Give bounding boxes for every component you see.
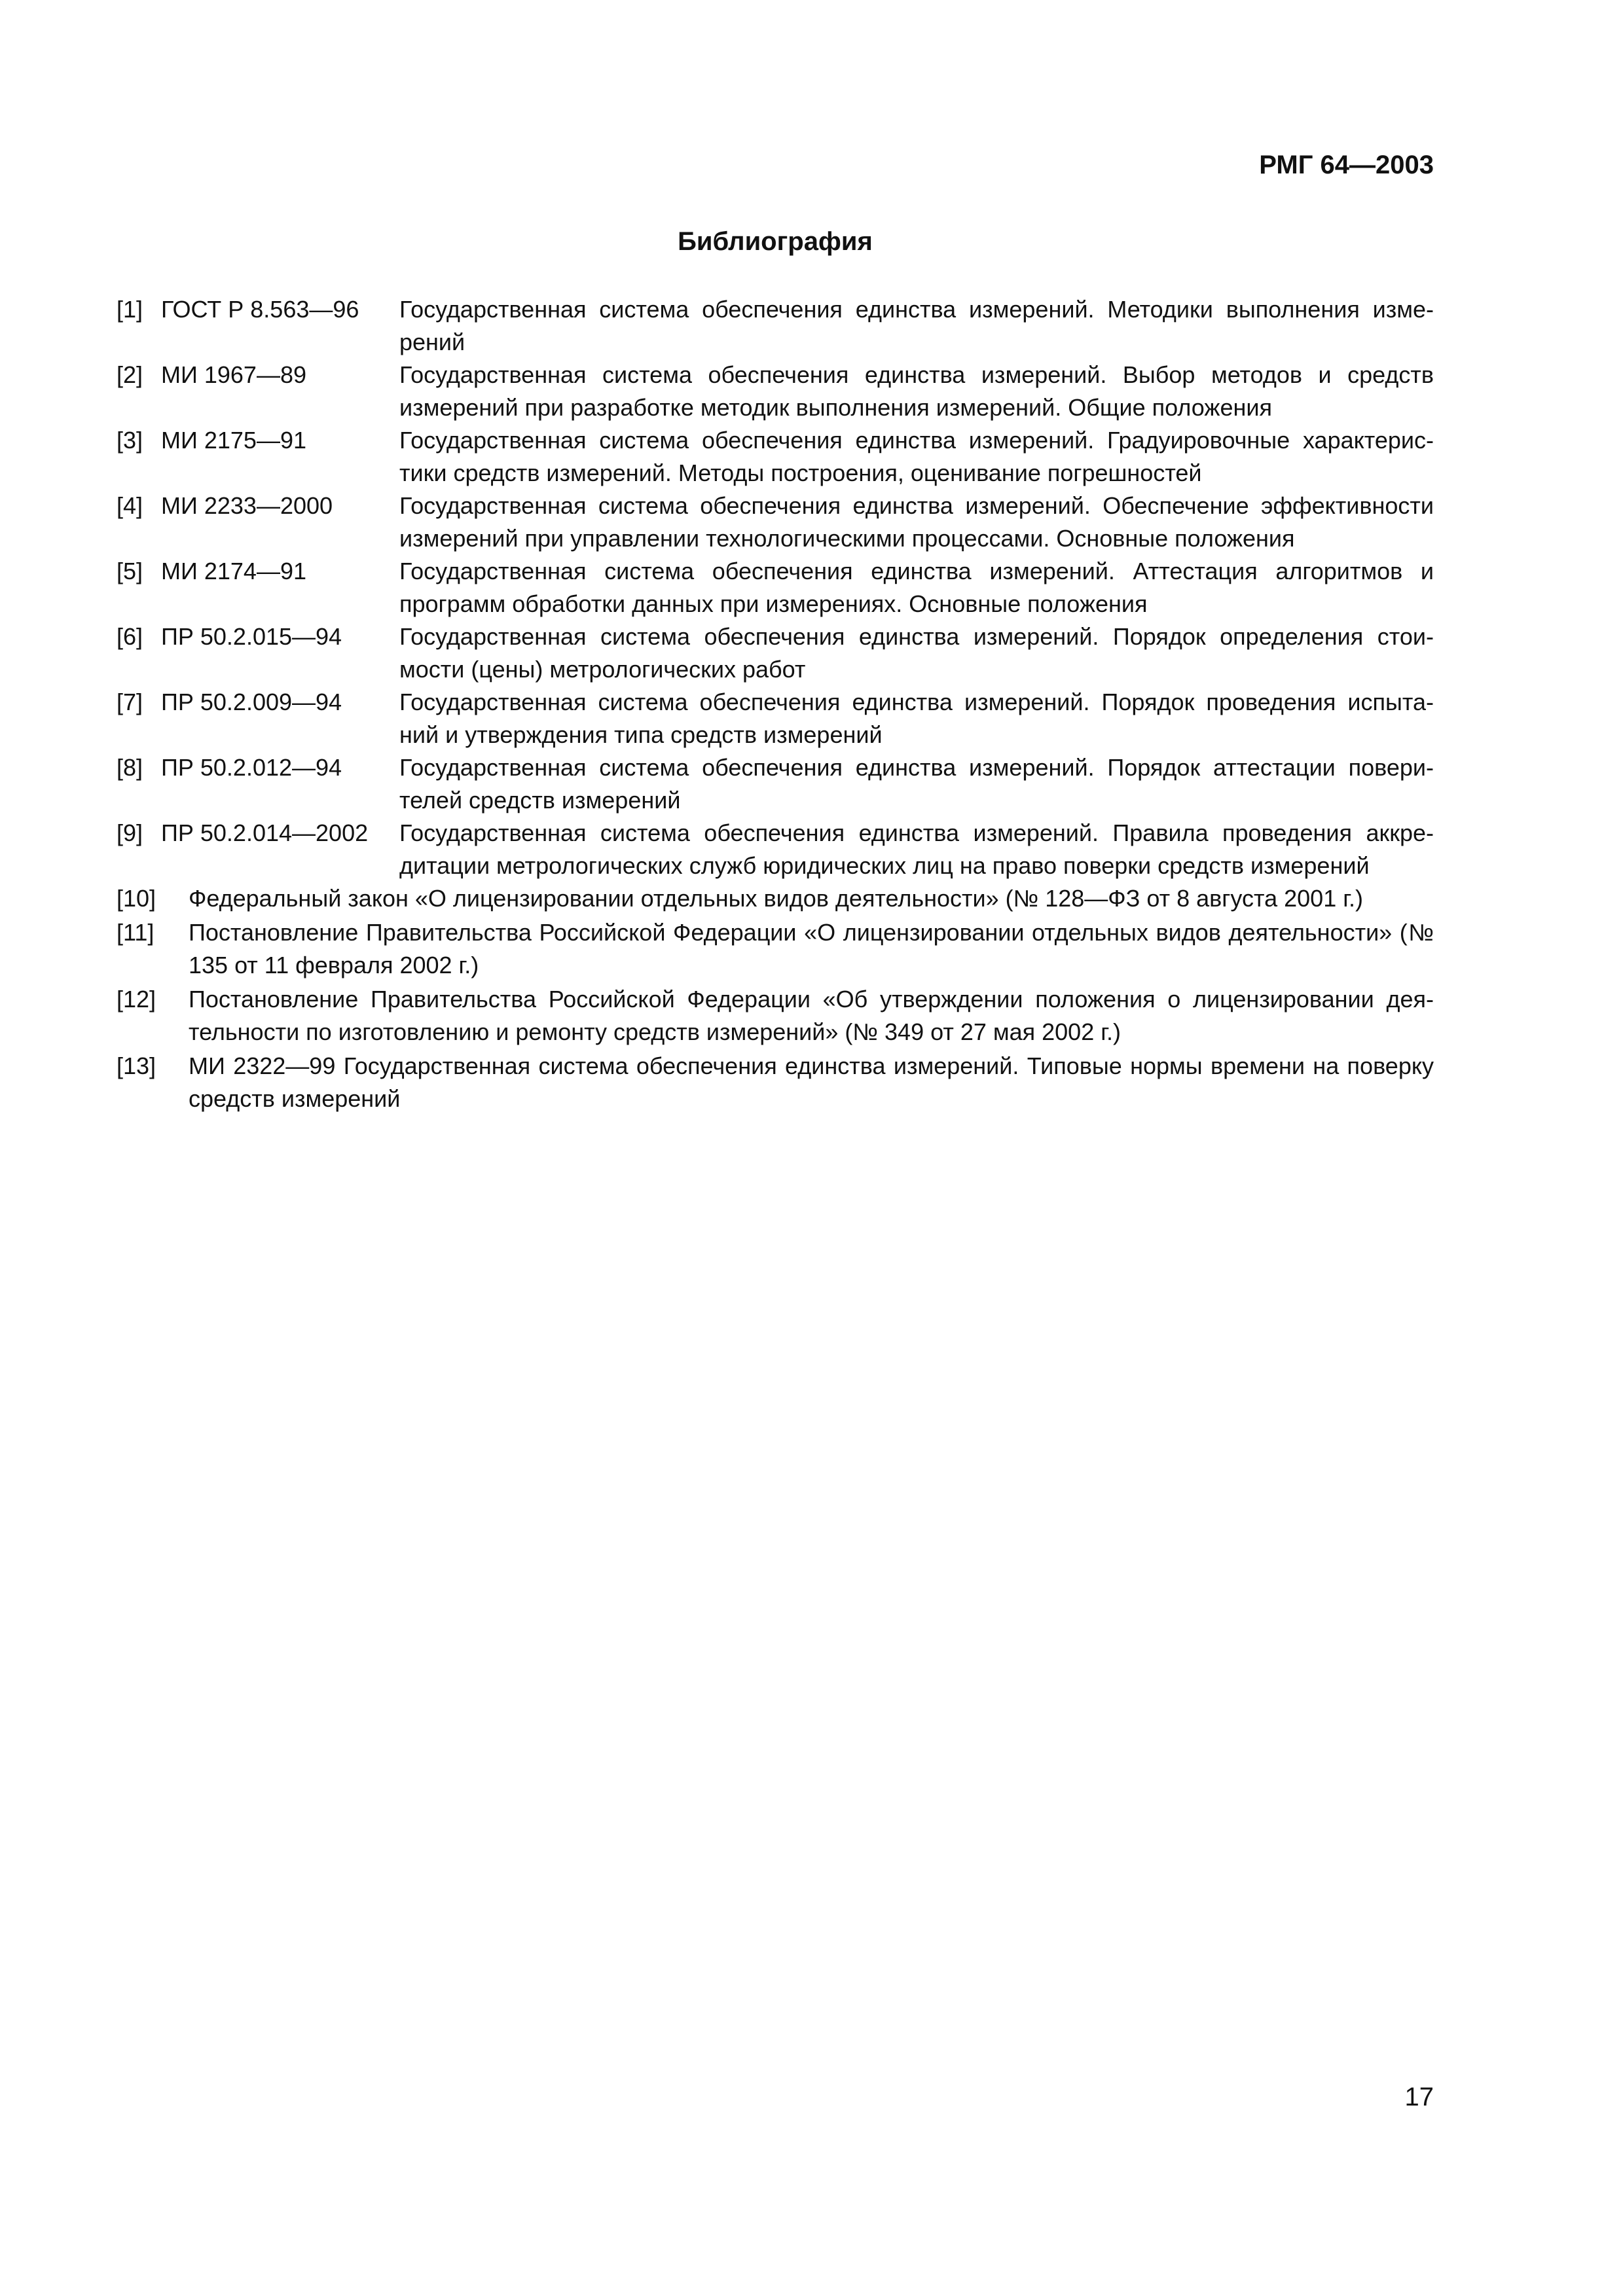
reference-number: [8] bbox=[117, 754, 143, 781]
reference-number: [2] bbox=[117, 361, 143, 388]
reference-code: МИ 2233—2000 bbox=[161, 492, 333, 519]
reference-number: [13] bbox=[117, 1052, 156, 1079]
reference-description: Постановление Правительства Российской Федерации «Об утверждении положения о лицензировании дея-тельности по изготовлению и ремонту средств измерений» (№ 349 от 27 мая 2002 г.) bbox=[189, 986, 1434, 1045]
reference-code: ПР 50.2.009—94 bbox=[161, 689, 342, 715]
reference-code: ПР 50.2.015—94 bbox=[161, 623, 342, 650]
reference-item bbox=[117, 293, 1434, 359]
reference-description: Государственная система обеспечения единства измерений. Градуировочные характерис-тики средств измерений. Методы построения, оценивание погрешностей bbox=[399, 427, 1434, 486]
reference-item bbox=[117, 490, 1434, 555]
page-number: 17 bbox=[1404, 2083, 1434, 2111]
reference-item bbox=[117, 751, 1434, 817]
reference-number: [6] bbox=[117, 623, 143, 650]
reference-description: Государственная система обеспечения единства измерений. Порядок определения стои-мости (цены) метрологических работ bbox=[399, 623, 1434, 683]
reference-item bbox=[117, 817, 1434, 882]
reference-code: ГОСТ Р 8.563—96 bbox=[161, 296, 359, 323]
reference-code: ПР 50.2.014—2002 bbox=[161, 819, 369, 846]
reference-description: Государственная система обеспечения единства измерений. Порядок проведения испыта-ний и утверждения типа средств измерений bbox=[399, 689, 1434, 748]
reference-description: МИ 2322—99 Государственная система обеспечения единства измерений. Типовые нормы времени на поверку средств измерений bbox=[189, 1052, 1434, 1112]
reference-item bbox=[117, 359, 1434, 424]
reference-description: Государственная система обеспечения единства измерений. Аттестация алгоритмов и программ обработки данных при измерениях. Основные положения bbox=[399, 558, 1434, 617]
reference-description: Федеральный закон «О лицензировании отдельных видов деятельности» (№ 128—ФЗ от 8 августа 2001 г.) bbox=[189, 885, 1363, 912]
reference-description: Государственная система обеспечения единства измерений. Выбор методов и средств измерений при разработке методик выполнения измерений. Общие положения bbox=[399, 361, 1434, 421]
reference-item bbox=[117, 424, 1434, 490]
reference-code: МИ 2174—91 bbox=[161, 558, 306, 584]
reference-description: Государственная система обеспечения единства измерений. Порядок аттестации повери-телей средств измерений bbox=[399, 754, 1434, 814]
reference-number: [1] bbox=[117, 296, 143, 323]
reference-number: [4] bbox=[117, 492, 143, 519]
legal-reference-item bbox=[117, 882, 1434, 915]
bibliography-list bbox=[117, 293, 1434, 1117]
document-code: РМГ 64—2003 bbox=[1259, 151, 1434, 179]
reference-description: Постановление Правительства Российской Федерации «О лицензировании отдельных видов деятельности» (№ 135 от 11 февраля 2002 г.) bbox=[189, 919, 1434, 978]
reference-code: МИ 1967—89 bbox=[161, 361, 306, 388]
reference-number: [9] bbox=[117, 819, 143, 846]
reference-item bbox=[117, 686, 1434, 751]
legal-reference-item bbox=[117, 916, 1434, 982]
reference-item bbox=[117, 620, 1434, 686]
legal-reference-item bbox=[117, 1050, 1434, 1115]
reference-code: ПР 50.2.012—94 bbox=[161, 754, 342, 781]
reference-description: Государственная система обеспечения единства измерений. Методики выполнения изме-рений bbox=[399, 296, 1434, 355]
page-title: Библиография bbox=[678, 227, 873, 256]
reference-item bbox=[117, 555, 1434, 620]
reference-description: Государственная система обеспечения единства измерений. Обеспечение эффективности измерений при управлении технологическими процессами. Основные положения bbox=[399, 492, 1434, 552]
reference-description: Государственная система обеспечения единства измерений. Правила проведения аккре-дитации метрологических служб юридических лиц на право поверки средств измерений bbox=[399, 819, 1434, 879]
reference-number: [3] bbox=[117, 427, 143, 454]
reference-number: [5] bbox=[117, 558, 143, 584]
reference-number: [11] bbox=[117, 919, 155, 946]
reference-number: [12] bbox=[117, 986, 156, 1013]
reference-code: МИ 2175—91 bbox=[161, 427, 306, 454]
reference-number: [10] bbox=[117, 885, 156, 912]
legal-reference-item bbox=[117, 983, 1434, 1049]
reference-number: [7] bbox=[117, 689, 143, 715]
